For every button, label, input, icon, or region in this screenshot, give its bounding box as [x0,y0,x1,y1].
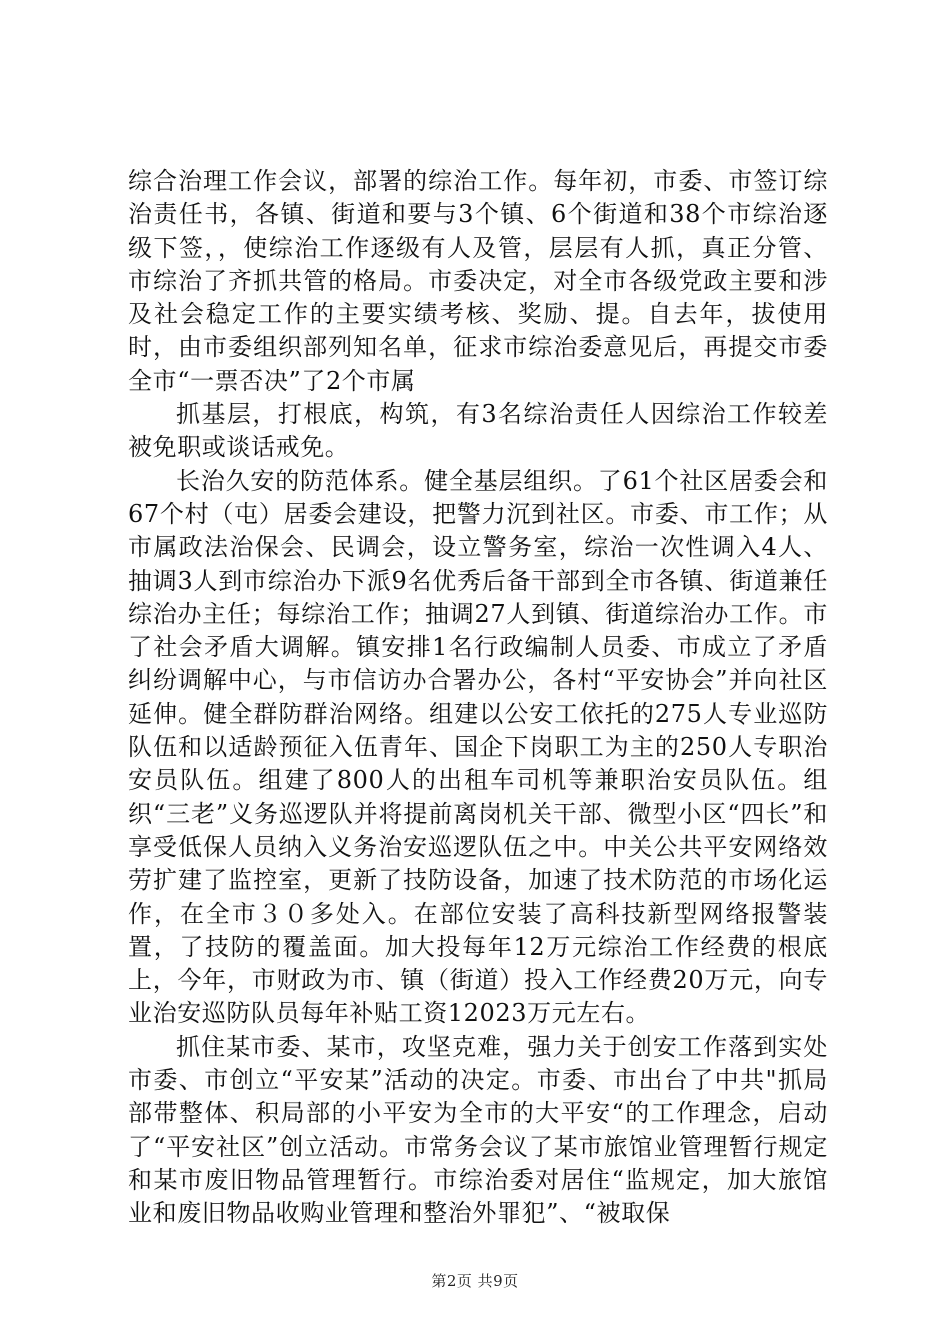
page-footer: 第2页 共9页 [431,1272,519,1290]
paragraph-2: 抓基层，打根底，构筑，有3名综治责任人因综治工作较差被免职或谈话戒免。 [128,400,828,462]
paragraph-1: 综合治理工作会议，部署的综治工作。每年初，市委、市签订综治责任书，各镇、街道和要与3个镇、6个街道和38个市综治逐级下签，，使综治工作逐级有人及管，层层有人抓，真正分管、市综治了齐抓共管的格局。市委决定，对全市各级党政主要和涉及社会稳定工作的主要实绩考核、奖励、提。自去年，拔使用时，由市委组织部列知名单，征求市综治委意见后，再提交市委全市“一票否决”了2个市属 [128,167,828,395]
paragraph-3: 长治久安的防范体系。健全基层组织。了61个社区居委会和67个村（屯）居委会建设，把警力沉到社区。市委、市工作；从市属政法治保会、民调会，设立警务室，综治一次性调入4人、抽调3人到市综治办下派9名优秀后备干部到全市各镇、街道兼任综治办主任；每综治工作；抽调27人到镇、街道综治办工作。市了社会矛盾大调解。镇安排1名行政编制人员委、市成立了矛盾纠纷调解中心，与市信访办合署办公，各村“平安协会”并向社区延伸。健全群防群治网络。组建以公安工依托的275人专业巡防队伍和以适龄预征入伍青年、国企下岗职工为主的250人专职治安员队伍。组建了800人的出租车司机等兼职治安员队伍。组织“三老”义务巡逻队并将提前离岗机关干部、微型小区“四长”和享受低保人员纳入义务治安巡逻队伍之中。中关公共平安网络效劳扩建了监控室，更新了技防设备，加速了技术防范的市场化运作，在全市３０多处入。在部位安装了高科技新型网络报警装置，了技防的覆盖面。加大投每年12万元综治工作经费的根底上，今年，市财政为市、镇（街道）投入工作经费20万元，向专业治安巡防队员每年补贴工资12023万元左右。 [128,466,828,1028]
paragraph-4: 抓住某市委、某市，攻坚克难，强力关于创安工作落到实处市委、市创立“平安某”活动的决定。市委、市出台了中共"抓局部带整体、积局部的小平安为全市的大平安“的工作理念，启动了“平安社区”创立活动。市常务会议了某市旅馆业管理暂行规定和某市废旧物品管理暂行。市综治委对居住“监规定，加大旅馆业和废旧物品收购业管理和整治外罪犯”、“被取保 [128,1032,828,1228]
document-body [128,165,828,1231]
